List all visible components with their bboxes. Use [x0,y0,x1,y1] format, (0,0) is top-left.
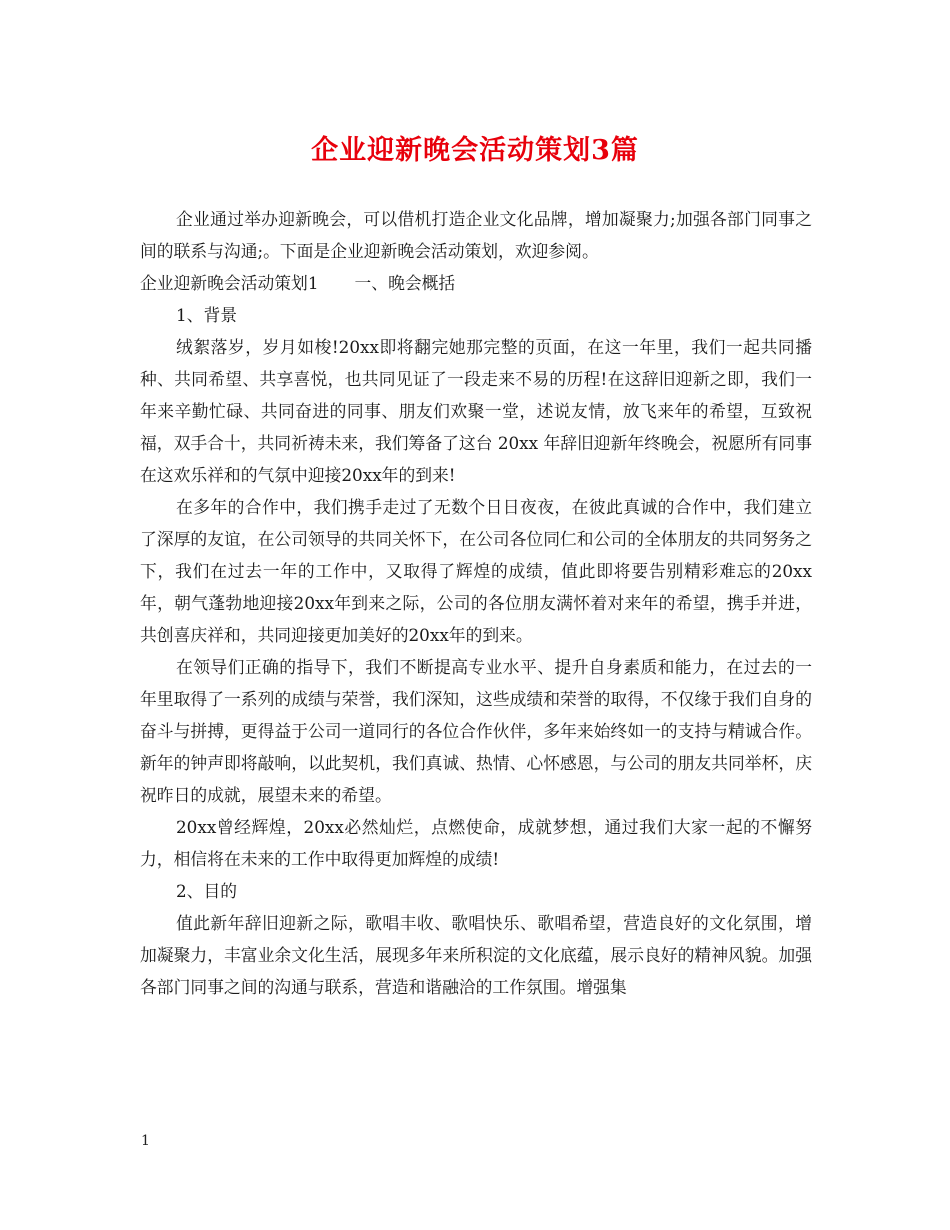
paragraph-4: 20xx曾经辉煌，20xx必然灿烂，点燃使命，成就梦想，通过我们大家一起的不懈努力，相信将在未来的工作中取得更加辉煌的成绩! [140,817,812,869]
page-number: 1 [141,1133,150,1149]
subheading-background: 1、背景 [176,305,238,325]
paragraph-1: 绒絮落岁，岁月如梭!20xx即将翻完她那完整的页面，在这一年里，我们一起共同播种、共同希望、共享喜悦，也共同见证了一段走来不易的历程!在这辞旧迎新之即，我们一年来辛勤忙碌、共同奋进的同事、朋友们欢聚一堂，述说友情，放飞来年的希望，互致祝福，双手合十，共同祈祷未来，我们筹备了这台 20xx 年辞旧迎新年终晚会，祝愿所有同事在这欢乐祥和的气氛中迎接20xx年的到来! [140,337,812,485]
intro-paragraph: 企业通过举办迎新晚会，可以借机打造企业文化品牌，增加凝聚力;加强各部门同事之间的联系与沟通;。下面是企业迎新晚会活动策划，欢迎参阅。 [140,209,812,261]
document-body [140,203,812,1003]
section-heading: 一、晚会概括 [354,273,456,293]
paragraph-5: 值此新年辞旧迎新之际，歌唱丰收、歌唱快乐、歌唱希望，营造良好的文化氛围，增加凝聚力，丰富业余文化生活，展现多年来所积淀的文化底蕴，展示良好的精神风貌。加强各部门同事之间的沟通与联系，营造和谐融洽的工作氛围。增强集 [140,913,812,997]
section-label: 企业迎新晚会活动策划1 [140,273,319,293]
subheading-purpose: 2、目的 [176,881,238,901]
section-line [140,267,812,299]
document-title: 企业迎新晚会活动策划3篇 [311,135,639,166]
paragraph-3: 在领导们正确的指导下，我们不断提高专业水平、提升自身素质和能力，在过去的一年里取得了一系列的成绩与荣誉，我们深知，这些成绩和荣誉的取得，不仅缘于我们自身的奋斗与拼搏，更得益于公司一道同行的各位合作伙伴，多年来始终如一的支持与精诚合作。新年的钟声即将敲响，以此契机，我们真诚、热情、心怀感恩，与公司的朋友共同举杯，庆祝昨日的成就，展望未来的希望。 [140,657,812,805]
paragraph-2: 在多年的合作中，我们携手走过了无数个日日夜夜，在彼此真诚的合作中，我们建立了深厚的友谊，在公司领导的共同关怀下，在公司各位同仁和公司的全体朋友的共同努务之下，我们在过去一年的工作中，又取得了辉煌的成绩，值此即将要告别精彩难忘的20xx年，朝气蓬勃地迎接20xx年到来之际，公司的各位朋友满怀着对来年的希望，携手并进，共创喜庆祥和，共同迎接更加美好的20xx年的到来。 [140,497,812,645]
